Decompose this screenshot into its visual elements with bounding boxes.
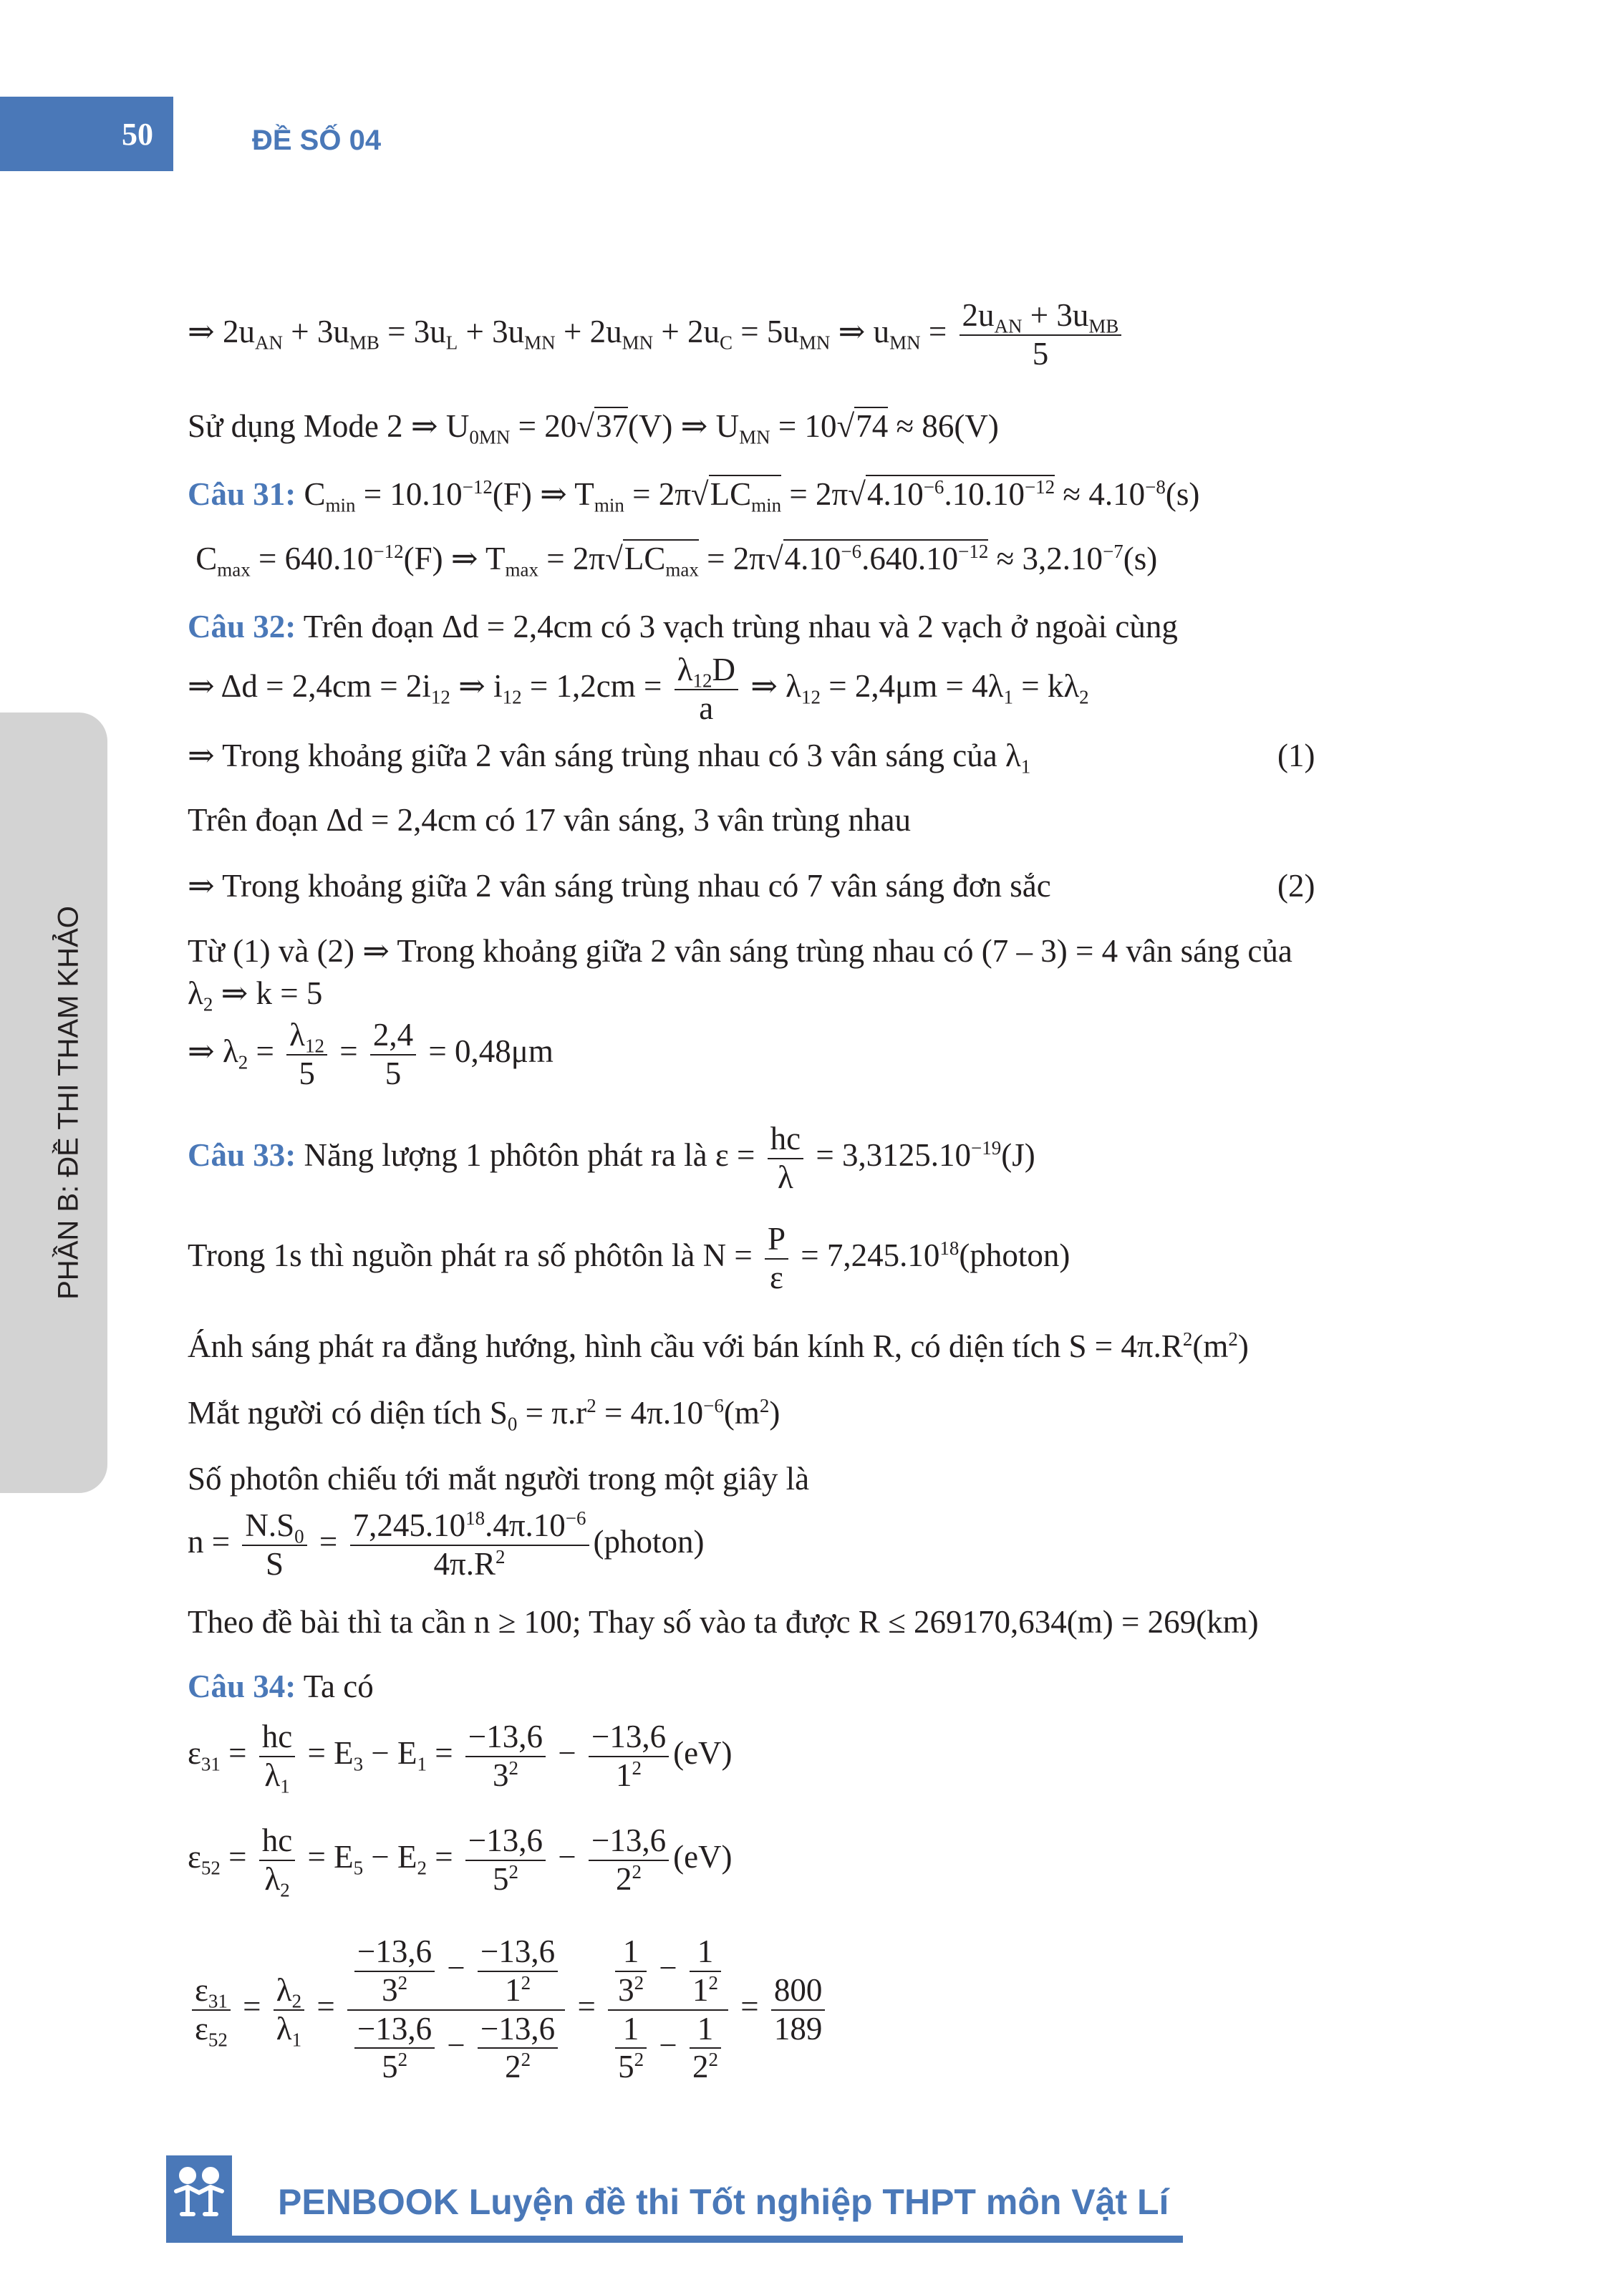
q33-text-a: Năng lượng 1 phôtôn phát ra là — [304, 1137, 707, 1174]
q33-line3: Ánh sáng phát ra đẳng hướng, hình cầu với bán kính R, có diện tích $S = 4\pi.R^2(m^2)$ — [188, 1328, 1249, 1364]
q32-text-a: Trên đoạn — [303, 609, 434, 644]
q32-line6 — [188, 933, 1292, 970]
q32-ref1: (1) — [1277, 738, 1315, 773]
q33-text-h: R ≤ 269170,634(m) = 269(km) — [858, 1604, 1259, 1640]
q32-line7: $\lambda_2$ ⇒ k = 5 — [188, 975, 323, 1015]
q33-text-f: Theo đề bài thì ta cần — [188, 1604, 466, 1640]
q31-line1: Câu 31: $C_{min} = 10.10^{-12}(F)$ ⇒ $T_{min} = 2\pi√LC_{min} = 2\pi√4.10^{-6}.10.10^{-12} \approx 4.10^{-8}(s)$ — [188, 475, 1200, 516]
q32-ref2: (2) — [1277, 868, 1315, 904]
q33-line4: Mắt người có diện tích $S_0 = \pi.r^2 = 4\pi.10^{-6}(m^2)$ — [188, 1394, 780, 1435]
q33-line5 — [188, 1461, 809, 1498]
q32-text-e: có 17 vân sáng, 3 vân trùng nhau — [485, 802, 912, 838]
equation-umn: ⇒ $2u_{AN} + 3u_{MB} = 3u_L + 3u_{MN} + 2u_{MN} + 2u_C = 5u_{MN}$ ⇒ $u_{MN}$ = $\frac{2u_{AN} + 3u_{MB}}{5}$ — [188, 297, 1126, 373]
q34-ratio: $\frac{\varepsilon_{31}}{\varepsilon_{52}}$ = $\frac{\lambda_2}{\lambda_1}$ = $\frac{-13,6}{3^2}$ − $\frac{-13,6}{1^2}$ $\frac{-13,6}{5^2}$ − $\frac{-13,6}{2^2}$ = $\frac{1}{3^2}$ − $\frac{1}{1^2}$ $\frac{1}{5^2}$ − $\frac{1}{2^2}$ = $\frac{800}{189}$ — [188, 1933, 829, 2086]
mode2-text: Sử dụng Mode 2 — [188, 408, 403, 444]
q33-text-d: Mắt người có diện tích — [188, 1395, 482, 1431]
q32-line3: ⇒ Trong khoảng giữa 2 vân sáng trùng nhau có 3 vân sáng của $\lambda_1$ — [188, 738, 1031, 778]
q33-line7: Theo đề bài thì ta cần n ≥ 100; Thay số vào ta được R ≤ 269170,634(m) = 269(km) — [188, 1604, 1259, 1640]
q32-text-b: có 3 vạch trùng nhau và 2 vạch ở ngoài cùng — [600, 609, 1178, 644]
q33-line2: Trong 1s thì nguồn phát ra số phôtôn là N = $\frac{P}{\varepsilon}$ = $7,245.10^{18}(photon)$ — [188, 1221, 1070, 1295]
q32-line4: Trên đoạn Δd = 2,4cm có 17 vân sáng, 3 vân trùng nhau — [188, 802, 912, 838]
q34-eps31: $\varepsilon_{31}$ = $\frac{hc}{\lambda_1}$ = $E_3 - E_1$ = $\frac{-13,6}{3^2}$ − $\frac{-13,6}{1^2}$ (eV) — [188, 1719, 733, 1797]
penbook-logo — [166, 2155, 232, 2236]
page-number: 50 — [0, 97, 173, 171]
q31-line2: $C_{max} = 640.10^{-12}(F)$ ⇒ $T_{max} = 2\pi√LC_{max} = 2\pi√4.10^{-6}.640.10^{-12} \approx 3,2.10^{-7}(s)$ — [188, 540, 1158, 581]
q34-eps52: $\varepsilon_{52}$ = $\frac{hc}{\lambda_2}$ = $E_5 - E_2$ = $\frac{-13,6}{5^2}$ − $\frac{-13,6}{2^2}$ (eV) — [188, 1822, 733, 1901]
q33-line1: Câu 33: Năng lượng 1 phôtôn phát ra là ε = $\frac{hc}{\lambda}$ = $3,3125.10^{-19}(J)$ — [188, 1121, 1035, 1195]
q33-line6: n = $\frac{N.S_0}{S}$ = $\frac{7,245.10^{18}.4\pi.10^{-6}}{4\pi.R^2}$ (photon) — [188, 1507, 705, 1582]
q33-text-g: ; Thay số vào ta được — [572, 1604, 851, 1640]
q34-text-a: Ta có — [303, 1668, 374, 1704]
side-tab-label: PHẦN B: ĐỀ THI THAM KHẢO — [52, 906, 84, 1300]
q31-label: Câu 31: — [188, 476, 296, 512]
q32-line5: ⇒ Trong khoảng giữa 2 vân sáng trùng nhau có 7 vân sáng đơn sắc — [188, 868, 1051, 904]
chapter-title: ĐỀ SỐ 04 — [252, 125, 382, 156]
footer-title: PENBOOK Luyện đề thi Tốt nghiệp THPT môn Vật Lí — [278, 2182, 1169, 2222]
footer-rule — [166, 2236, 1183, 2243]
q32-text-d: Trên đoạn — [188, 802, 319, 838]
q33-text-b: Trong 1s thì nguồn phát ra số phôtôn là — [188, 1237, 695, 1274]
q34-label: Câu 34: — [188, 1668, 296, 1704]
q32-text-f: Trong khoảng giữa 2 vân sáng trùng nhau có 7 vân sáng đơn sắc — [222, 868, 1051, 904]
q32-text-g: Từ (1) và (2) ⇒ Trong khoảng giữa 2 vân sáng trùng nhau có (7 – 3) = 4 vân sáng của — [188, 933, 1292, 969]
q32-line1: Câu 32: Trên đoạn Δd = 2,4cm có 3 vạch trùng nhau và 2 vạch ở ngoài cùng — [188, 609, 1178, 644]
q32-line8: ⇒ $\lambda_2$ = $\frac{\lambda_{12}}{5}$ = $\frac{2,4}{5}$ = 0,48μm — [188, 1017, 554, 1091]
q33-text-e: Số photôn chiếu tới mắt người trong một giây là — [188, 1461, 810, 1497]
q32-text-c: Trong khoảng giữa 2 vân sáng trùng nhau có 3 vân sáng của — [222, 738, 997, 773]
q32-label: Câu 32: — [188, 609, 296, 644]
q33-text-c: Ánh sáng phát ra đẳng hướng, hình cầu với bán kính R, có diện tích — [188, 1328, 1061, 1364]
q33-label: Câu 33: — [188, 1137, 296, 1174]
q34-line1 — [188, 1668, 374, 1706]
q32-line2: ⇒ $\Delta d = 2,4cm = 2i_{12}$ ⇒ $i_{12} = 1,2cm$ = $\frac{\lambda_{12}D}{a}$ ⇒ $\lambda_{12} = 2,4\mu m = 4\lambda_1 = k\lambda_2$ — [188, 652, 1089, 726]
equation-mode2: Sử dụng Mode 2 ⇒ $U_{0MN} = 20√37(V)$ ⇒ $U_{MN} = 10√74 \approx 86(V)$ — [188, 408, 999, 448]
